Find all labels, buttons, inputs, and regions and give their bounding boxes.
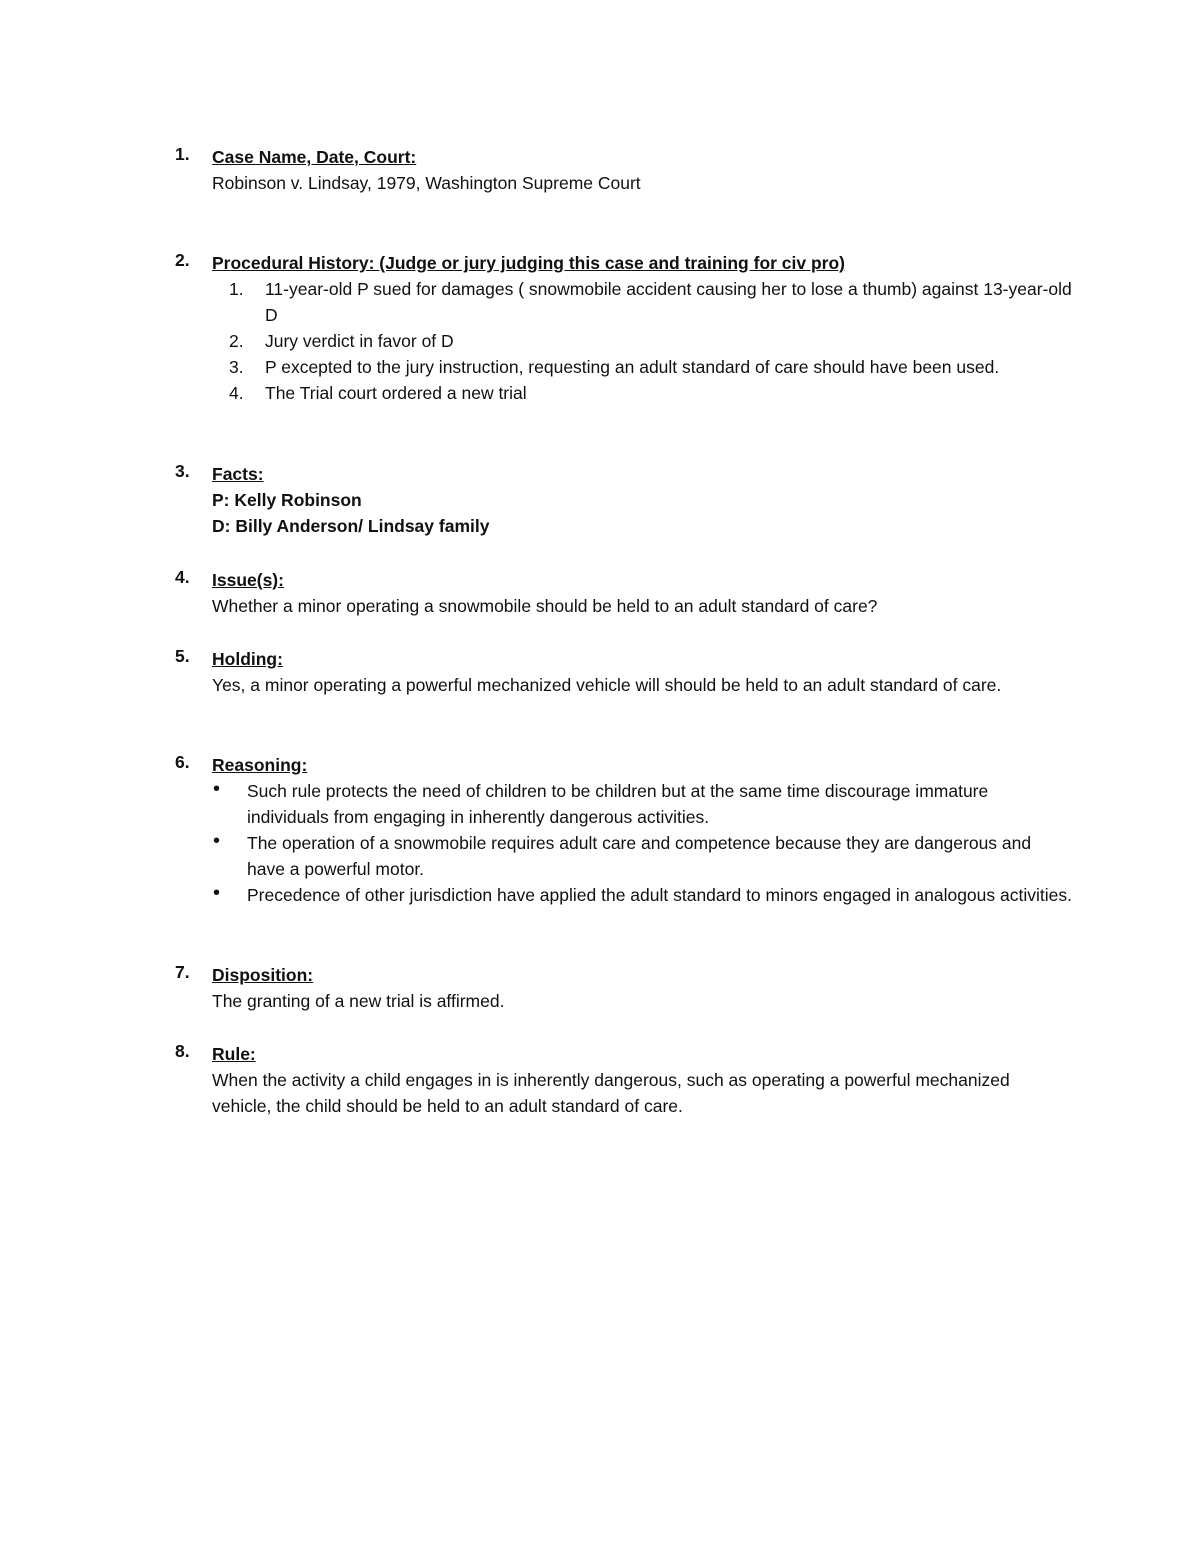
section-heading: Procedural History: (Judge or jury judging this case and training for civ pro) xyxy=(212,253,846,273)
section-heading: Reasoning: xyxy=(212,755,308,775)
list-item-number: 3. xyxy=(229,357,244,377)
procedural-list xyxy=(212,276,1072,406)
section-heading: Disposition: xyxy=(212,965,314,985)
section-number: 2. xyxy=(175,250,190,270)
section-number: 4. xyxy=(175,567,190,587)
bullet-text: Precedence of other jurisdiction have applied the adult standard to minors engaged in analogous activities. xyxy=(247,885,1072,905)
section-number: 8. xyxy=(175,1041,190,1061)
section-heading: Facts: xyxy=(212,464,264,484)
list-item-text: The Trial court ordered a new trial xyxy=(265,383,527,403)
section-text: Yes, a minor operating a powerful mechanized vehicle will should be held to an adult standard of care. xyxy=(212,675,1002,695)
list-item xyxy=(212,328,1072,354)
list-item-text: Jury verdict in favor of D xyxy=(265,331,454,351)
list-item xyxy=(212,354,1072,380)
section-text: Robinson v. Lindsay, 1979, Washington Supreme Court xyxy=(212,173,641,193)
list-item xyxy=(212,276,1072,328)
section-heading: Case Name, Date, Court: xyxy=(212,147,417,167)
bullet-text: The operation of a snowmobile requires adult care and competence because they are dangerous and have a powerful motor. xyxy=(247,833,1032,879)
list-item-number: 2. xyxy=(229,331,244,351)
section-heading: Issue(s): xyxy=(212,570,284,590)
section-text: Whether a minor operating a snowmobile should be held to an adult standard of care? xyxy=(212,596,878,616)
defendant-line: D: Billy Anderson/ Lindsay family xyxy=(212,516,490,536)
section-heading: Holding: xyxy=(212,649,283,669)
section-number: 5. xyxy=(175,646,190,666)
section-number: 7. xyxy=(175,962,190,982)
bullet-item xyxy=(212,882,1072,908)
plaintiff-line: P: Kelly Robinson xyxy=(212,490,362,510)
bullet-text: Such rule protects the need of children to be children but at the same time discourage immature individuals from engaging in inherently dangerous activities. xyxy=(247,781,989,827)
section-number: 3. xyxy=(175,461,190,481)
bullet-icon: • xyxy=(213,830,221,852)
section-number: 6. xyxy=(175,752,190,772)
section-number: 1. xyxy=(175,144,190,164)
list-item xyxy=(212,380,1072,406)
section-text: When the activity a child engages in is inherently dangerous, such as operating a powerful mechanized vehicle, the child should be held to an adult standard of care. xyxy=(212,1070,1010,1116)
reasoning-list xyxy=(212,778,1072,908)
list-item-text: 11-year-old P sued for damages ( snowmobile accident causing her to lose a thumb) against 13-year-old D xyxy=(265,279,1072,325)
bullet-item xyxy=(212,778,1072,830)
list-item-text: P excepted to the jury instruction, requesting an adult standard of care should have been used. xyxy=(265,357,1000,377)
list-item-number: 4. xyxy=(229,383,244,403)
section-text: The granting of a new trial is affirmed. xyxy=(212,991,505,1011)
bullet-item xyxy=(212,830,1072,882)
bullet-icon: • xyxy=(213,778,221,800)
list-item-number: 1. xyxy=(229,279,244,299)
section-heading: Rule: xyxy=(212,1044,256,1064)
bullet-icon: • xyxy=(213,882,221,904)
